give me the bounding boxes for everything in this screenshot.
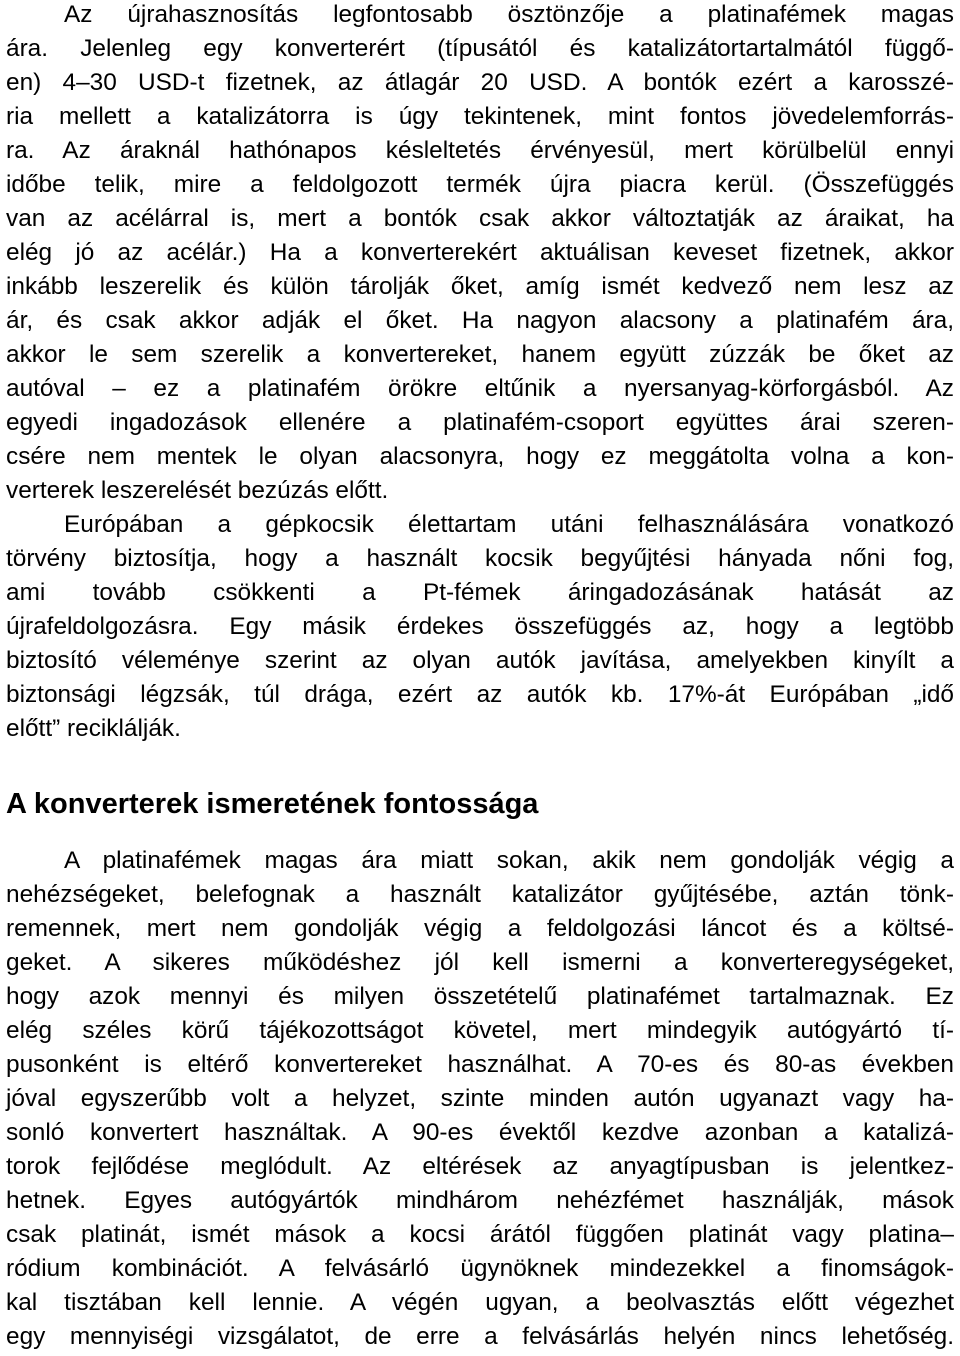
section-heading: A konverterek ismeretének fontossága bbox=[6, 788, 539, 820]
document-page bbox=[6, 0, 954, 1356]
text-line: törvény biztosítja, hogy a használt kocsik begyűjtési hányada nőni fog, bbox=[6, 545, 954, 572]
text-line: A platinafémek magas ára miatt sokan, akik nem gondolják végig a bbox=[64, 847, 954, 874]
paragraph-1 bbox=[6, 0, 954, 510]
text-line: akkor le sem szerelik a konvertereket, hanem együtt zúzzák be őket az bbox=[6, 341, 954, 368]
paragraph-2 bbox=[6, 510, 954, 748]
text-line: biztonsági légzsák, túl drága, ezért az autók kb. 17%-át Európában „idő bbox=[6, 681, 954, 708]
text-line: ra. Az áraknál hathónapos késleltetés érvényesül, mert körülbelül ennyi bbox=[6, 137, 954, 164]
text-line: geket. A sikeres működéshez jól kell ismerni a konverteregységeket, bbox=[6, 949, 954, 976]
text-line: jóval egyszerűbb volt a helyzet, szinte minden autón ugyanazt vagy ha- bbox=[6, 1085, 954, 1112]
text-line: Európában a gépkocsik élettartam utáni felhasználására vonatkozó bbox=[64, 511, 954, 538]
text-line: ára. Jelenleg egy konverterért (típusától és katalizátortartalmától függő- bbox=[6, 35, 954, 62]
text-line: van az acélárral is, mert a bontók csak akkor változtatják az áraikat, ha bbox=[6, 205, 954, 232]
text-line: pusonként is eltérő konvertereket használhat. A 70-es és 80-as években bbox=[6, 1051, 954, 1078]
text-line: verterek leszerelését bezúzás előtt. bbox=[6, 477, 389, 504]
spacer bbox=[6, 748, 954, 784]
text-line: csak platinát, ismét mások a kocsi árától függően platinát vagy platina– bbox=[6, 1221, 954, 1248]
text-line: újrafeldolgozásra. Egy másik érdekes összefüggés az, hogy a legtöbb bbox=[6, 613, 954, 640]
text-line: nehézségeket, belefognak a használt katalizátor gyűjtésébe, aztán tönk- bbox=[6, 881, 954, 908]
text-line: sonló konvertert használtak. A 90-es évektől kezdve azonban a katalizá- bbox=[6, 1119, 954, 1146]
text-line: ria mellett a katalizátorra is úgy tekintenek, mint fontos jövedelemforrás- bbox=[6, 103, 954, 130]
text-line: en) 4–30 USD-t fizetnek, az átlagár 20 USD. A bontók ezért a karosszé- bbox=[6, 69, 954, 96]
text-line: hogy azok mennyi és milyen összetételű platinafémet tartalmaznak. Ez bbox=[6, 983, 954, 1010]
text-line: egyedi ingadozások ellenére a platinafém-csoport együttes árai szeren- bbox=[6, 409, 954, 436]
text-line: csére nem mentek le olyan alacsonyra, hogy ez meggátolta volna a kon- bbox=[6, 443, 954, 470]
text-line: hetnek. Egyes autógyártók mindhárom nehézfémet használják, mások bbox=[6, 1187, 954, 1214]
text-line: ár, és csak akkor adják el őket. Ha nagyon alacsony a platinafém ára, bbox=[6, 307, 954, 334]
text-line: elég széles körű tájékozottságot követel, mert mindegyik autógyártó tí- bbox=[6, 1017, 954, 1044]
text-line: időbe telik, mire a feldolgozott termék újra piacra kerül. (Összefüggés bbox=[6, 171, 954, 198]
text-line: Az újrahasznosítás legfontosabb ösztönzője a platinafémek magas bbox=[64, 1, 954, 28]
text-line: remennek, mert nem gondolják végig a feldolgozási láncot és a költsé- bbox=[6, 915, 954, 942]
text-line: elég jó az acélár.) Ha a konverterekért aktuálisan keveset fizetnek, akkor bbox=[6, 239, 954, 266]
text-line: biztosító véleménye szerint az olyan autók javítása, amelyekben kinyílt a bbox=[6, 647, 954, 674]
text-line: torok fejlődése meglódult. Az eltérések az anyagtípusban is jelentkez- bbox=[6, 1153, 954, 1180]
text-line: előtt” reciklálják. bbox=[6, 715, 181, 742]
text-line: egy mennyiségi vizsgálatot, de erre a felvásárlás helyén nincs lehetőség. bbox=[6, 1323, 954, 1350]
text-line: ródium kombinációt. A felvásárló ügynöknek mindezekkel a finomságok- bbox=[6, 1255, 954, 1282]
text-line: inkább leszerelik és külön tárolják őket, amíg ismét kedvező nem lesz az bbox=[6, 273, 954, 300]
paragraph-3 bbox=[6, 846, 954, 1356]
text-line: kal tisztában kell lennie. A végén ugyan, a beolvasztás előtt végezhet bbox=[6, 1289, 954, 1316]
text-line: autóval – ez a platinafém örökre eltűnik a nyersanyag-körforgásból. Az bbox=[6, 375, 954, 402]
text-line: ami tovább csökkenti a Pt-fémek áringadozásának hatását az bbox=[6, 579, 954, 606]
